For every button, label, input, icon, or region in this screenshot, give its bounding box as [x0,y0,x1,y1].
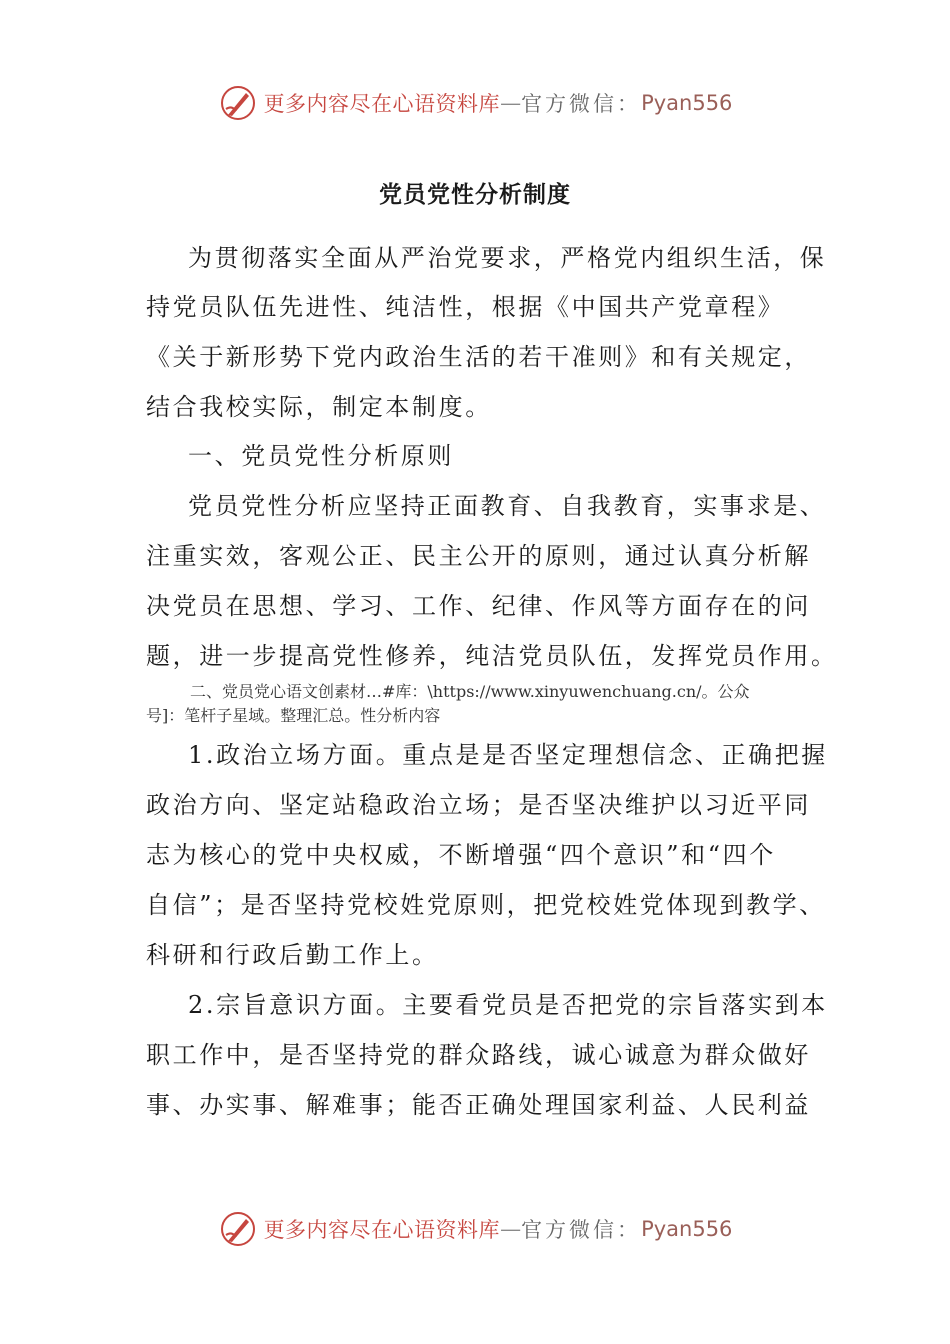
paragraph-3-line-1: 1.政治立场方面。重点是是否坚定理想信念、正确把握 [188,741,828,769]
paragraph-4-line-3: 事、办实事、解难事；能否正确处理国家利益、人民利益 [146,1091,811,1119]
paragraph-1-line-4: 结合我校实际，制定本制度。 [146,393,492,421]
paragraph-2-line-4: 题，进一步提高党性修养，纯洁党员队伍，发挥党员作用。 [146,642,838,670]
banner-text: 更多内容尽在心语资料库 [263,92,501,116]
paragraph-3-line-3: 志为核心的党中央权威，不断增强“四个意识”和“四个 [146,841,776,869]
paragraph-3-line-2: 政治方向、坚定站稳政治立场；是否坚决维护以习近平同 [146,791,811,819]
paragraph-2-line-3: 决党员在思想、学习、工作、纪律、作风等方面存在的问 [146,592,811,620]
banner-wechat-id: Pyan556 [641,1217,733,1241]
section-heading-1: 一、党员党性分析原则 [188,442,454,470]
quill-logo-icon [218,1209,258,1249]
paragraph-4-line-1: 2.宗旨意识方面。主要看党员是否把党的宗旨落实到本 [188,991,828,1019]
banner-wechat-label: 官方微信： [521,92,642,116]
banner-dash: — [500,91,522,115]
banner-wechat-id: Pyan556 [641,91,733,115]
section-heading-2-note-line-1: 二、党员党心语文创素材…#库：\https://www.xinyuwenchuang.cn/。公众 [190,682,750,701]
paragraph-2-line-1: 党员党性分析应坚持正面教育、自我教育，实事求是、 [188,492,827,520]
banner-text: 更多内容尽在心语资料库 [263,1218,501,1242]
banner-dash: — [500,1217,522,1241]
paragraph-2-line-2: 注重实效，客观公正、民主公开的原则，通过认真分析解 [146,542,811,570]
paragraph-1-line-2: 持党员队伍先进性、纯洁性，根据《中国共产党章程》 [146,293,785,321]
header-banner [0,78,950,128]
footer-banner [0,1204,950,1254]
banner-wechat-label: 官方微信： [521,1218,642,1242]
document-title: 党员党性分析制度 [379,182,571,208]
section-heading-2-note-line-2: 号]：笔杆子星域。整理汇总。性分析内容 [146,706,441,725]
paragraph-3-line-4: 自信”；是否坚持党校姓党原则，把党校姓党体现到教学、 [146,891,826,919]
paragraph-3-line-5: 科研和行政后勤工作上。 [146,941,439,969]
paragraph-4-line-2: 职工作中，是否坚持党的群众路线，诚心诚意为群众做好 [146,1041,811,1069]
paragraph-1-line-3: 《关于新形势下党内政治生活的若干准则》和有关规定， [146,343,811,371]
paragraph-1-line-1: 为贯彻落实全面从严治党要求，严格党内组织生活，保 [188,244,827,272]
quill-logo-icon [218,83,258,123]
